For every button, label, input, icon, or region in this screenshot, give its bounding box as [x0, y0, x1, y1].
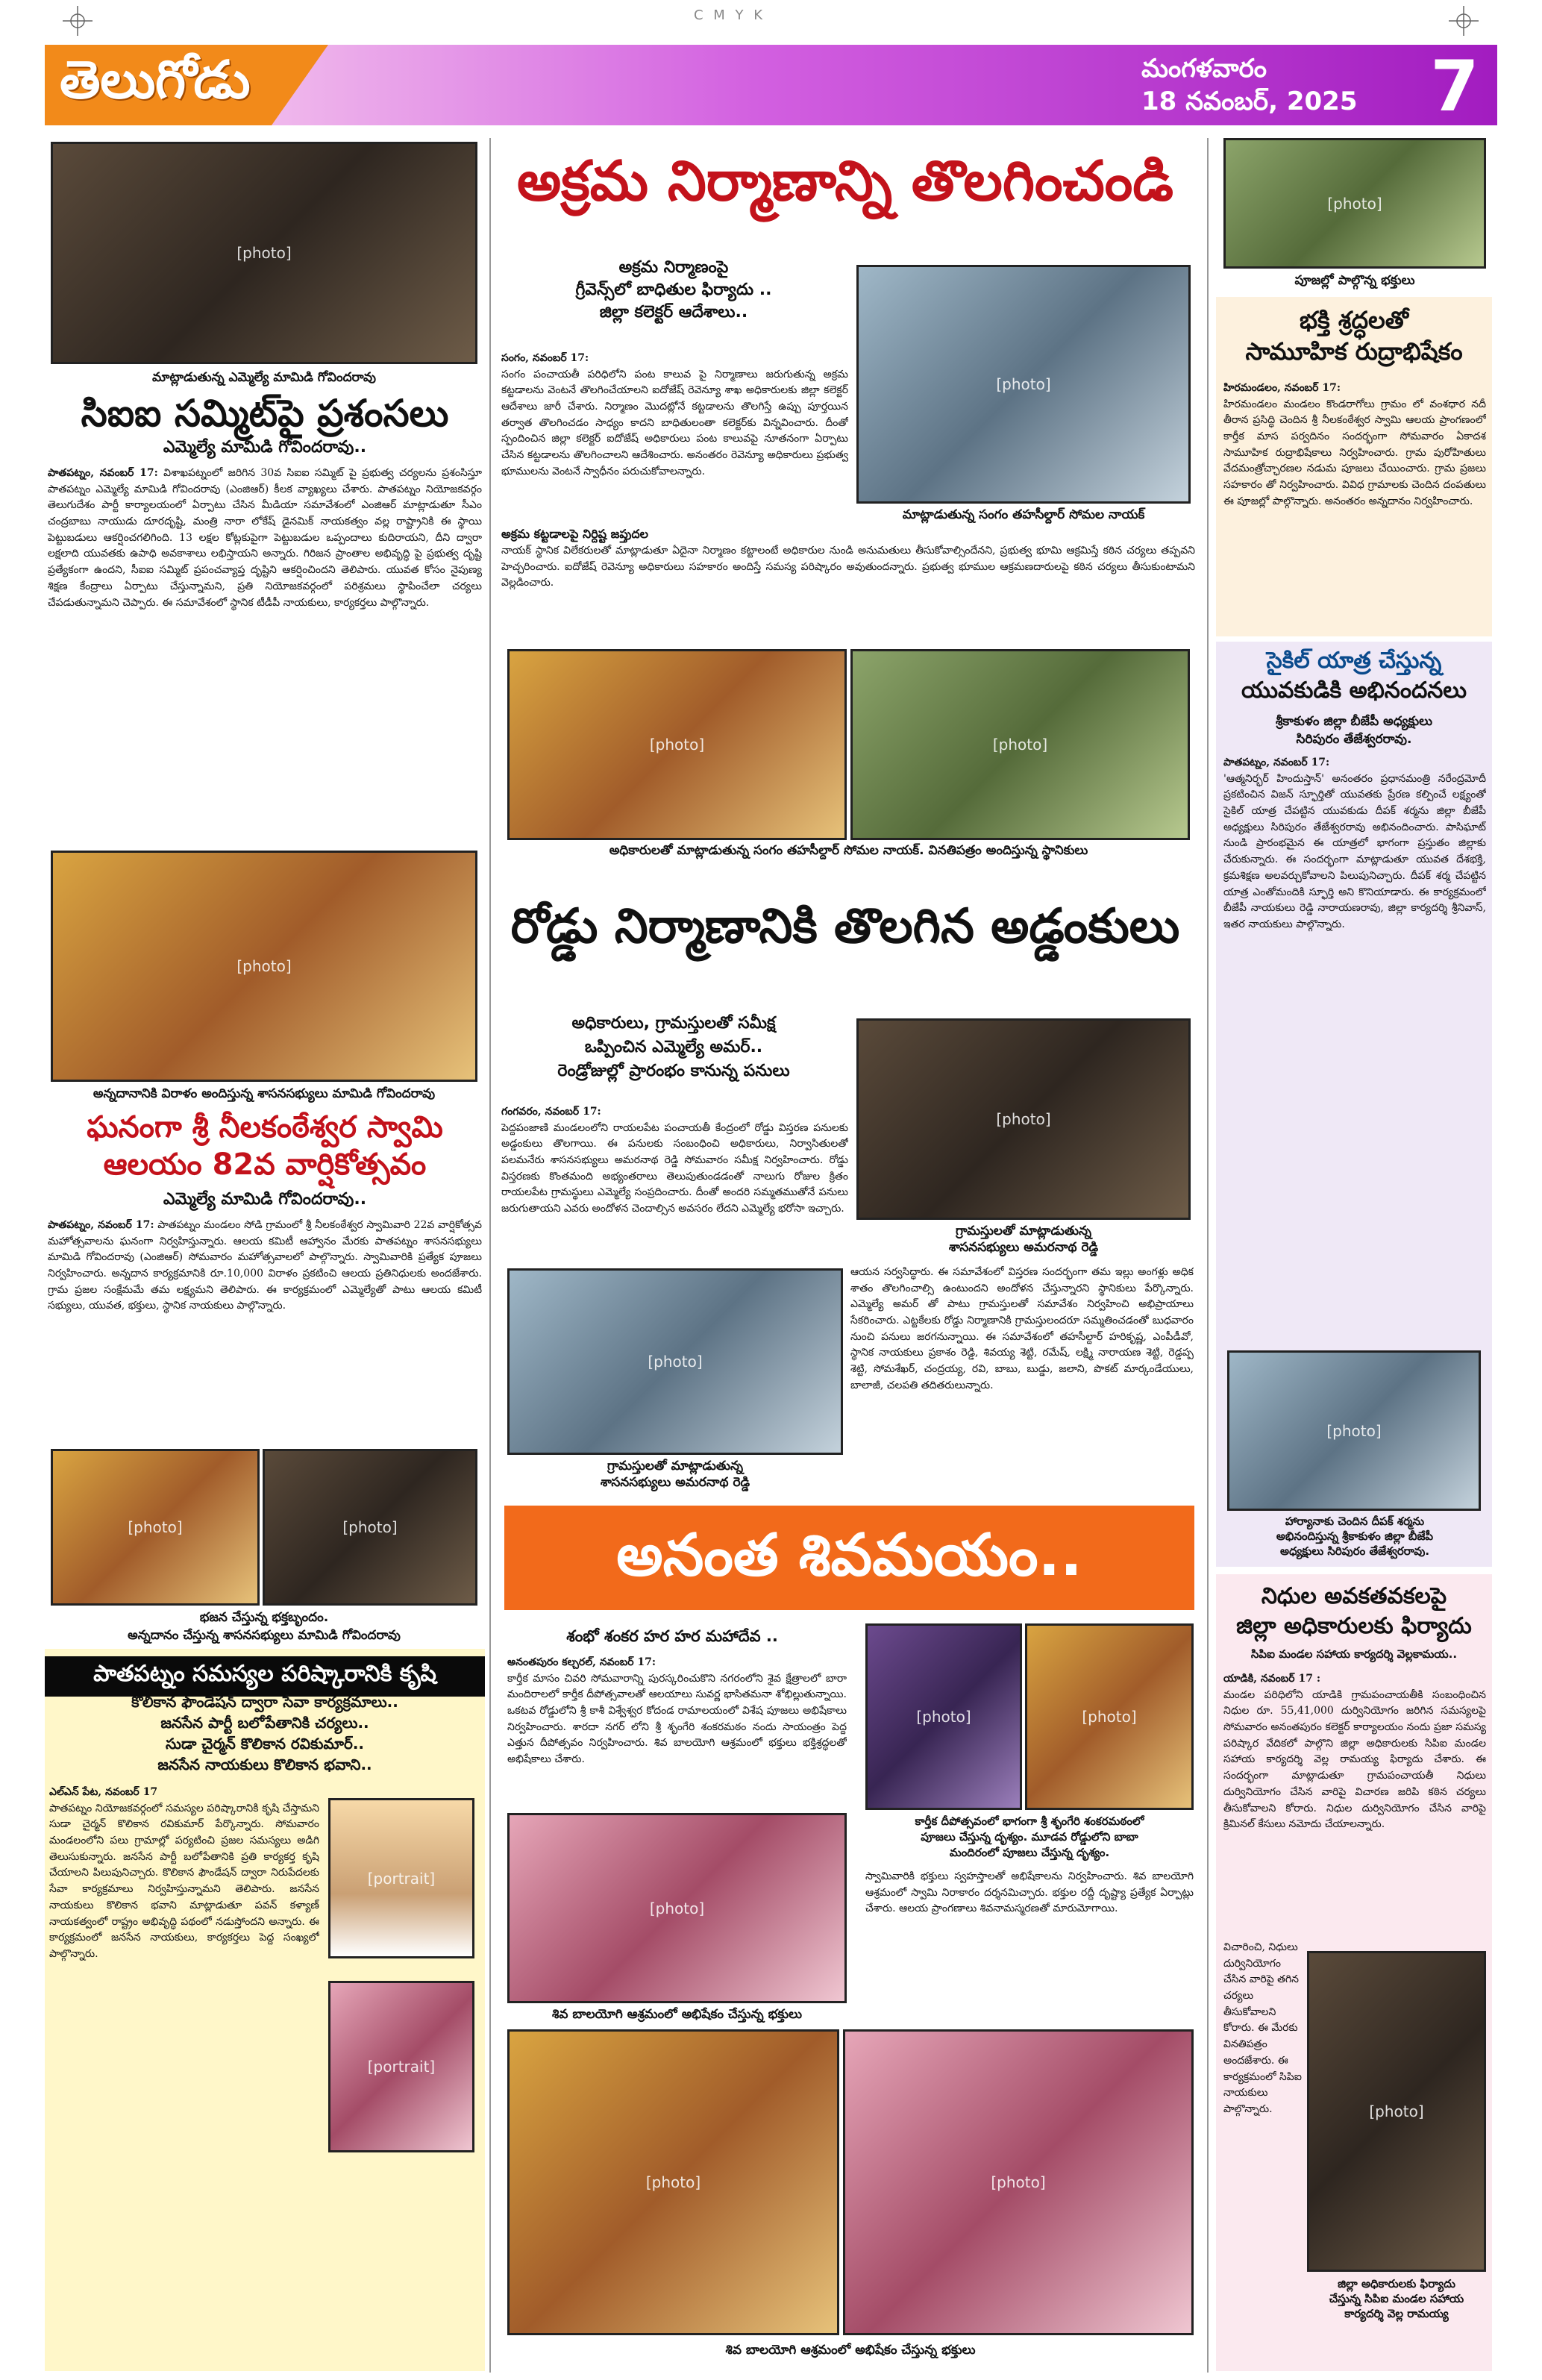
right-photo-2-caption-line1: హార్యానాకు చెందిన దీపక్ శర్మను: [1285, 1515, 1425, 1528]
left-story-3-text: పాతపట్నం నియోజకవర్గంలో సమస్యల పరిష్కారానికి కృషి చేస్తామని సుడా చైర్మన్ కొలికాన రవికుమార్ పేర్కొన్నారు. సోమవారం మండలంలోని పలు గ్రామాల్లో పర్యటించి ప్రజల సమస్యలు అడిగి తెలుసుకున్నారు. జనసేన పార్టీ బలోపేతానికి ప్రతి కార్యకర్త కృషి చేయాలని పిలుపునిచ్చారు. కొలికాన ఫౌండేషన్ ద్వారా నిరుపేదలకు సేవా కార్యక్రమాలు నిర్వహిస్తున్నామని తెలిపారు. జనసేన నాయకులు కొలికాన భవాని మాట్లాడుతూ పవన్ కళ్యాణ్ నాయకత్వంలో రాష్ట్రం అభివృద్ధి పథంలో నడుస్తోందని అన్నారు. ఈ కార్యక్రమంలో జనసేన నాయకులు, కార్యకర్తలు పెద్ద సంఖ్యలో పాల్గొన్నారు.: [49, 1802, 319, 1960]
left-photo-2-caption: అన్నదానానికి విరాళం అందిస్తున్న శాసనసభ్యులు మామిడి గోవిందరావు: [93, 1086, 436, 1101]
left-story-2-headline-line1: ఘనంగా శ్రీ నీలకంఠేశ్వర స్వామి: [87, 1110, 443, 1144]
page-number: 7: [1430, 46, 1479, 128]
right-story-1-body: [1223, 381, 1486, 633]
right-story-3-deck: సిపిఐ మండల సహాయ కార్యదర్శి వెల్లకామయ..: [1250, 1647, 1458, 1661]
center-story-1-text: సంగం పంచాయతీ పరిధిలోని పంట కాలువ పై నిర్మాణాలు జరుగుతున్న అక్రమ కట్టడాలను వెంటనే తొలగించేయాలని ఐదోజేష్ రెవెన్యూ శాఖ అధికారులకు జిల్లా కలెక్టర్ ఆదేశాలు జారీ చేశారు. నిర్మాణం మొదట్లోనే కట్టడాలను తొలగిస్తే ఉప్పు పూర్తయిన తర్వాత తొలగించడం సాధ్యం కాదని బాధితులంతా కలెక్టర్‌కు విన్నవించారు. దీంతో స్పందించిన జిల్లా కలెక్టర్ ఐదోజేష్ అధికారులు పంట కాలువపై నూతనంగా ఏర్పాటు చేసిన కట్టడాలను తొలగించాలని ఆదేశించారు. అనంతరం రెవెన్యూ అధికారులు ప్రభుత్వ భూములను వెంటనే స్వాధీనం పరుచుకోవాలన్నారు.: [501, 368, 848, 477]
left-story-1-text: విశాఖపట్నంలో జరిగిన 30వ సిఐఐ సమ్మిట్ పై ప్రభుత్వ చర్యలను ప్రశంసిస్తూ పాతపట్నం ఎమ్మెల్యే మామిడి గోవిందరావు (ఎంజిఆర్) కీలక వ్యాఖ్యలు చేశారు. పాతపట్నం నియోజకవర్గం తెలుగుదేశం పార్టీ కార్యాలయంలో ఏర్పాటు చేసిన మీడియా సమావేశంలో ఎంజిఆర్ మాట్లాడుతూ సీఎం చంద్రబాబు నాయుడు దూరదృష్టి, మంత్రి నారా లోకేష్ డైనమిక్ నాయకత్వం వల్ల రాష్ట్రానికి ఈ స్థాయి పెట్టుబడులు ఆకర్షించగలిగింది. 13 లక్షల కోట్లకుపైగా పెట్టుబడుల ఒప్పందాలు కుదిరాయని, దీని ద్వారా లక్షలాది యువతకు ఉపాధి అవకాశాలు లభిస్తాయని అన్నారు. గిరిజన ప్రాంతాల అభివృద్ధి పై ప్రభుత్వ దృష్టి ప్రత్యేకంగా ఉందని, సీఐఐ సమ్మిట్ ప్రపంచవ్యాప్త దృష్టిని ఆకర్షించిందని తెలిపారు. యువత కోసం నైపుణ్య శిక్షణ కేంద్రాలు ఏర్పాటు చేస్తున్నామని, ప్రతి నియోజకవర్గంలో పరిశ్రమలు స్థాపించేలా చర్యలు చేపడుతున్నామని చెప్పారు. ఈ సమావేశంలో స్థానిక టీడీపీ నాయకులు, కార్యకర్తలు పాల్గొన్నారు.: [48, 467, 482, 609]
section-name: తెలుగోడు: [60, 49, 251, 110]
right-story-2-headline-line1: సైకిల్ యాత్ర చేస్తున్న: [1266, 648, 1442, 674]
right-photo-2: [photo]: [1227, 1350, 1481, 1511]
left-story-1-dateline: పాతపట్నం, నవంబర్ 17:: [48, 467, 158, 479]
center-story-3-body: [507, 1655, 847, 1808]
left-portrait-man: [portrait]: [328, 1798, 474, 1958]
right-story-2-deck-line2: సిరిపురం తేజేశ్వరరావు.: [1296, 732, 1412, 747]
right-photo-1: [photo]: [1223, 138, 1486, 269]
center-story-2-deck-line1: అధికారులు, గ్రామస్తులతో సమీక్ష: [571, 1014, 776, 1033]
center-story-3-body-2: స్వామివారికి భక్తులు స్వహస్తాలతో అభిషేకాలను నిర్వహించారు. శివ బాలయోగి ఆశ్రమంలో స్వామి నిరాకారం దర్శనమిచ్చారు. భక్తుల రద్దీ దృష్ట్యా ప్రత్యేక ఏర్పాట్లు చేశారు. ఆలయ ప్రాంగణాలు శివనామస్మరణతో మారుమోగాయి.: [865, 1870, 1194, 1915]
center-story-1-subhead: అక్రమ కట్టడాలపై నిర్దిష్ట జప్తుదల: [501, 527, 648, 541]
left-portrait-woman: [portrait]: [328, 1981, 474, 2152]
center-story-1-deck-line2: గ్రీవెన్స్‌లో బాధితుల ఫిర్యాదు ..: [575, 281, 772, 299]
registration-mark-right-icon: [1449, 6, 1479, 36]
left-photo-3a: [photo]: [51, 1449, 260, 1606]
center-photo-2b: [photo]: [850, 649, 1190, 840]
left-photo-3b: [photo]: [263, 1449, 477, 1606]
center-story-2-headline: రోడ్డు నిర్మాణానికి తొలగిన అడ్డంకులు: [510, 899, 1180, 954]
right-photo-3-caption-line1: జిల్లా అధికారులకు ఫిర్యాదు: [1338, 2277, 1455, 2290]
center-story-2-dateline: గంగవరం, నవంబర్ 17:: [501, 1106, 601, 1118]
right-photo-2-caption-line2: అభినందిస్తున్న శ్రీకాకుళం జిల్లా బీజేపీ: [1276, 1529, 1434, 1543]
center-photo-3: [photo]: [856, 1018, 1191, 1220]
left-story-3-deck-line2: జనసేన పార్టీ బలోపేతానికి చర్యలు..: [160, 1714, 369, 1732]
left-story-1-body: [48, 466, 482, 846]
center-story-3-text: కార్తీక మాసం చివరి సోమవారాన్ని పురస్కరించుకొని నగరంలోని శైవ క్షేత్రాలలో బారా మందిరాలలో కార్తీక దీపోత్సవాలతో ఆలయాలు సువర్ణ భాసితమనా శోభిల్లుతున్నాయి. ఒకటవ రోడ్డులోని శ్రీ కాశీ విశ్వేశ్వర కోదండ రామాలయంలో విశేష పూజలు అభిషేకాలు నిర్వహించారు. శారదా నగర్ లోని శ్రీ శృంగేరి శంకరమఠం నందు సాయంత్రం పెద్ద ఎత్తున దీపోత్సవం నిర్వహించారు. శివ బాలయోగి ఆశ్రమంలో భక్తులు భక్తిశ్రద్ధలతో అభిషేకాలు చేశారు.: [507, 1672, 847, 1766]
center-story-1-body-2: నాయక్ స్థానిక విలేకరులతో మాట్లాడుతూ ఏదైనా నిర్మాణం కట్టాలంటే అధికారుల నుండి అనుమతులు తీసుకోవాల్సిందేనని, ప్రభుత్వ భూమి ఆక్రమిస్తే కఠిన చర్యలు తప్పవని హెచ్చరించారు. ఐదోజేష్ రెవెన్యూ అధికారులు సహకారం అందిస్తే సమస్య పరిష్కారం అవుతుందన్నారు. ప్రభుత్వ భూముల ఆక్రమణదారులపై కఠిన చర్యలు తీసుకుంటామని వెల్లడించారు.: [501, 545, 1195, 589]
center-story-1-deck-line1: అక్రమ నిర్మాణంపై: [618, 258, 729, 277]
center-story-3-dateline: అనంతపురం కల్చరల్, నవంబర్ 17:: [507, 1656, 656, 1668]
center-story-1-headline: అక్రమ నిర్మాణాన్ని తొలగించండి: [516, 149, 1174, 213]
right-story-2-headline-line2: యువకుడికి అభినందనలు: [1241, 677, 1467, 704]
left-story-3-deck-line1: కొలికాన ఫౌండేషన్ ద్వారా సేవా కార్యక్రమాలు..: [131, 1693, 398, 1711]
center-photo-7-caption: శివ బాలయోగి ఆశ్రమంలో అభిషేకం చేస్తున్న భక్తులు: [725, 2343, 976, 2358]
right-photo-3-caption-line3: కార్యదర్శి వెల్ల రామయ్య: [1344, 2307, 1449, 2320]
left-story-1-headline: సిఐఐ సమ్మిట్‌పై ప్రశంసలు: [81, 392, 449, 435]
center-photo-7b: [photo]: [843, 2029, 1194, 2335]
center-story-3-headline: అనంత శివమయం..: [616, 1522, 1082, 1589]
column-rule-right: [1207, 138, 1209, 2373]
center-photo-5-caption-line2: పూజలు చేస్తున్న దృశ్యం. మూడవ రోడ్డులోని బాబా: [921, 1830, 1138, 1844]
left-photo-3-caption-line2: అన్నదానం చేస్తున్న శాసనసభ్యులు మామిడి గోవిందరావు: [128, 1628, 401, 1643]
center-story-2-text: పెద్దపంజాణి మండలంలోని రాయలపేట పంచాయతీ కేంద్రంలో రోడ్డు విస్తరణ పనులకు అడ్డంకులు తొలగాయి. ఈ పనులకు సంబంధించి అధికారులు, నిర్వాసితులతో పలమనేరు శాసనసభ్యులు అమరనాథ రెడ్డి సోమవారం సమీక్ష నిర్వహించారు. రోడ్డు విస్తరణకు కొంతమంది అభ్యంతరాలు తెలుపుతుండడంతో నాలుగు రోజుల క్రితం రాయలపేట గ్రామస్థులు ఎమ్మెల్యే సంప్రదించారు. దీంతో అందరి సమ్మతముతోనే పనులు జరుగుతాయని ఎవరు అందోళన చెందాల్సిన అవసరం లేదని ఎమ్మెల్యే భరోసా ఇచ్చారు.: [501, 1121, 848, 1215]
right-photo-2-caption-line3: అధ్యక్షులు సిరిపురం తేజేశ్వరరావు.: [1279, 1544, 1430, 1558]
center-photo-1-caption: మాట్లాడుతున్న సంగం తహసీల్దార్ సోమల నాయక్: [902, 507, 1145, 522]
center-photo-4: [photo]: [507, 1268, 843, 1455]
cmyk-color-bar: C M Y K: [694, 7, 766, 23]
column-rule-left: [489, 138, 491, 2373]
center-story-2-deck-line3: రెండ్రోజుల్లో ప్రారంభం కానున్న పనులు: [557, 1062, 790, 1080]
center-story-2-deck-line2: ఒప్పించిన ఎమ్మెల్యే అమర్..: [584, 1038, 763, 1056]
left-story-2-byline: ఎమ్మెల్యే మామిడి గోవిందరావు..: [163, 1190, 367, 1209]
left-photo-2: [photo]: [51, 851, 477, 1082]
center-story-1-dateline: సంగం, నవంబర్ 17:: [501, 352, 589, 364]
left-photo-1: [photo]: [51, 142, 477, 364]
center-photo-2a: [photo]: [507, 649, 847, 840]
right-photo-3: [photo]: [1307, 1951, 1486, 2272]
center-photo-1: [photo]: [856, 265, 1191, 504]
center-story-1-deck-line3: జిల్లా కలెక్టర్ ఆదేశాలు..: [599, 303, 748, 322]
left-photo-3-caption-line1: భజన చేస్తున్న భక్తబృందం.: [199, 1610, 329, 1625]
center-photo-3-caption-line2: శాసనసభ్యులు అమరనాథ రెడ్డి: [948, 1240, 1099, 1255]
left-story-3-deck-line3: సుడా చైర్మన్ కొలికాన రవికుమార్..: [165, 1735, 365, 1753]
center-story-2-body: [501, 1104, 848, 1265]
left-story-2-dateline: పాతపట్నం, నవంబర్ 17:: [48, 1219, 154, 1231]
right-photo-3-caption-line2: చేస్తున్న సిపిఐ మండల సహాయ: [1329, 2292, 1464, 2305]
center-photo-3-caption-line1: గ్రామస్తులతో మాట్లాడుతున్న: [955, 1224, 1092, 1238]
left-story-3-body: [49, 1785, 319, 2367]
left-story-2-body: [48, 1218, 482, 1441]
right-story-3-text: మండల పరిధిలోని యాడికి గ్రామపంచాయతీకి సంబంధించిన నిధుల రూ. 55,41,000 దుర్వినియోగం జరిగిన సమస్యలపై సోమవారం అనంతపురం కలెక్టర్ కార్యాలయం నందు ప్రజా సమస్య పరిష్కార వేదికలో పాల్గొని జిల్లా అధికారులకు సిపిఐ మండల సహాయ కార్యదర్శి వెల్ల రామయ్య ఫిర్యాదు చేశారు. ఈ సందర్భంగా మాట్లాడుతూ గ్రామపంచాయతీ నిధులు దుర్వినియోగం చేసిన వారిపై విచారణ జరిపి కఠిన చర్యలు తీసుకోవాలని కోరారు. నిధుల దుర్వినియోగం చేసిన వారిపై క్రిమినల్ కేసులు నమోదు చేయాలన్నారు.: [1223, 1688, 1486, 1831]
center-photo-5a: [photo]: [865, 1623, 1022, 1810]
center-photo-5b: [photo]: [1025, 1623, 1194, 1810]
center-story-3-deck: శంభో శంకర హర హర మహాదేవ ..: [566, 1627, 778, 1645]
center-photo-5-caption-line1: కార్తీక దీపోత్సవంలో భాగంగా శ్రీ శృంగేరి శంకరమఠంలో: [915, 1814, 1144, 1828]
center-photo-2-caption: అధికారులతో మాట్లాడుతున్న సంగం తహసీల్దార్ సోమల నాయక్. వినతిపత్రం అందిస్తున్న స్థానికులు: [609, 843, 1088, 858]
left-story-3-dateline: ఎల్ఎన్ పేట, నవంబర్ 17: [49, 1786, 158, 1798]
left-story-2-headline-line2: ఆలయం 82వ వార్షికోత్సవం: [103, 1147, 427, 1182]
left-photo-1-caption: మాట్లాడుతున్న ఎమ్మెల్యే మామిడి గోవిందరావు: [152, 370, 376, 385]
right-story-2-text: 'ఆత్మనిర్భర్ హిందుస్తాన్' అనంతరం ప్రధానమంత్రి నరేంద్రమోదీ ప్రకటించిన విజన్ స్ఫూర్తితో యువతకు ప్రేరణ కల్పించే లక్ష్యంతో సైకిల్ యాత్ర చేపట్టిన యువకుడు దీపక్ శర్మను జిల్లా బీజేపీ అధ్యక్షులు సిరిపురం తేజేశ్వరరావు అభినందించారు. పాసిఘాట్ నుండి ప్రారంభమైన ఈ యాత్రలో భాగంగా ప్రస్తుతం జిల్లాకు చేరుకున్నారు. ఈ సందర్భంగా మాట్లాడుతూ యువత దేశభక్తి, క్రమశిక్షణ అలవర్చుకోవాలని పిలుపునిచ్చారు. దీపక్ శర్మ చేపట్టిన యాత్ర ఎంతోమందికి స్ఫూర్తి అని కొనియాడారు. ఈ కార్యక్రమంలో బీజేపీ నాయకులు రెడ్డి నారాయణరావు, జిల్లా కార్యదర్శి శ్రీనివాస్, ఇతర నాయకులు పాల్గొన్నారు.: [1223, 772, 1486, 930]
center-story-1-body: [501, 351, 848, 522]
center-photo-6: [photo]: [507, 1813, 847, 2003]
masthead: [45, 45, 1497, 128]
center-photo-7a: [photo]: [507, 2029, 839, 2335]
masthead-weekday: మంగళవారం: [1141, 54, 1267, 84]
center-photo-5-caption-line3: మందిరంలో పూజలు చేస్తున్న దృశ్యం.: [949, 1846, 1110, 1859]
right-story-3-dateline: యాడికి, నవంబర్ 17 :: [1223, 1673, 1320, 1685]
right-story-2-dateline: పాతపట్నం, నవంబర్ 17:: [1223, 757, 1330, 768]
right-story-1-headline-line1: భక్తి శ్రద్ధలతో: [1300, 306, 1408, 334]
left-story-3-headline: పాతపట్నం సమస్యల పరిష్కారానికి కృషి: [45, 1656, 485, 1697]
right-story-1-dateline: హిరమండలం, నవంబర్ 17:: [1223, 382, 1341, 394]
right-story-2-body: [1223, 755, 1486, 1344]
right-story-1-text: హిరమండలం మండలం కొండరాగోలు గ్రామం లో వంశధార నదీ తీరాన ప్రసిద్ధి చెందిన శ్రీ నీలకంఠేశ్వర స్వామి ఆలయ ప్రాంగణంలో కార్తీక మాస పర్వదినం సందర్భంగా సోమవారం ఏకాదశ సామూహిక రుద్రాభిషేకాలు నిర్వహించారు. గ్రామ పురోహితులు వేదమంత్రోచ్ఛారణల నడుమ పూజలు చేయించారు. గ్రామ ప్రజలు సహకారం తో నిర్వహించారు. వివిధ గ్రామాలకు చెందిన దంపతులు ఈ పూజల్లో పాల్గొన్నారు. అనంతరం అన్నదానం నిర్వహించారు.: [1223, 398, 1486, 507]
right-story-2-deck-line1: శ్రీకాకుళం జిల్లా బీజేపీ అధ్యక్షులు: [1275, 714, 1433, 729]
center-photo-4-caption-line1: గ్రామస్తులతో మాట్లాడుతున్న: [607, 1459, 744, 1474]
right-story-3-body: [1223, 1671, 1486, 1934]
center-story-2-body-2: ఆయన సర్వసిద్ధారు. ఈ సమావేశంలో విస్తరణ సందర్భంగా తమ ఇల్లు అంగళ్లు అధిక శాతం తొలగించాల్సి ఉంటుందని అందోళన చేస్తున్నారని స్థానికులు పేర్కొన్నారు. ఎమ్మెల్యే అమర్ తో పాటు గ్రామస్తులతో సమావేశం నిర్వహించి అభిప్రాయాలు సేకరించారు. ఎట్టకేలకు రోడ్డు నిర్మాణానికి గ్రామస్తులందరూ సమ్మతించడంతో బుధవారం నుంచి పనులు జరగనున్నాయి. ఈ సమావేశంలో తహసీల్దార్ హరికృష్ణ, ఎంపీడీవో, స్థానిక నాయకులు ప్రకాశం రెడ్డి, శివయ్య శెట్టి, రమేష్, లక్ష్మి నారాయణ శెట్టి, రెడ్డప్ప శెట్టి, సోమశేఖర్, చంద్రయ్య, రవి, బాబు, బుడ్డు, జలాని, పొకట్ మార్కండేయులు, బాలాజీ, చలపతి తదితరులున్నారు.: [850, 1266, 1194, 1391]
masthead-date: 18 నవంబర్, 2025: [1141, 87, 1358, 116]
right-photo-1-caption: పూజల్లో పాల్గొన్న భక్తులు: [1294, 273, 1415, 288]
left-story-2-text: పాతపట్నం మండలం సోడి గ్రామంలో శ్రీ నీలకంఠేశ్వర స్వామివారి 22వ వార్షికోత్సవ మహోత్సవాలను ఘనంగా నిర్వహిస్తున్నారు. ఆలయ కమిటీ ఆహ్వానం మేరకు పాతపట్నం శాసనసభ్యులు మామిడి గోవిందరావు (ఎంజిఆర్) సోమవారం మహోత్సవాలలో పాల్గొన్నారు. స్వామివారికి ప్రత్యేక పూజలు నిర్వహించారు. అన్నదాన కార్యక్రమానికి రూ.10,000 విరాళం ప్రకటించి ఆలయ ప్రతినిధులకు అందజేశారు. గ్రామ ప్రజల సంక్షేమమే తమ లక్ష్యమని తెలిపారు. ఈ కార్యక్రమంలో ఎమ్మెల్యేతో పాటు ఆలయ కమిటీ సభ్యులు, యువత, భక్తులు, స్థానిక నాయకులు పాల్గొన్నారు.: [48, 1219, 482, 1312]
left-story-3-deck-line4: జనసేన నాయకులు కొలికాన భవాని..: [157, 1756, 372, 1773]
center-photo-4-caption-line2: శాసనసభ్యులు అమరనాథ రెడ్డి: [600, 1475, 750, 1490]
left-story-1-byline: ఎమ్మెల్యే మామిడి గోవిందరావు..: [163, 438, 367, 457]
right-story-1-headline-line2: సామూహిక రుద్రాభిషేకం: [1245, 337, 1463, 366]
right-story-3-headline-line2: జిల్లా అధికారులకు ఫిర్యాదు: [1236, 1613, 1472, 1639]
center-photo-6-caption: శివ బాలయోగి ఆశ్రమంలో అభిషేకం చేస్తున్న భక్తులు: [551, 2007, 803, 2022]
right-story-3-body-narrow: విచారించి, నిధులు దుర్వినియోగం చేసిన వారిపై తగిన చర్యలు తీసుకోవాలని కోరారు. ఈ మేరకు వినతిపత్రం అందజేశారు. ఈ కార్యక్రమంలో సిపిఐ నాయకులు పాల్గొన్నారు.: [1223, 1941, 1302, 2115]
registration-mark-left-icon: [63, 6, 93, 36]
right-story-3-headline-line1: నిధుల అవకతవకలపై: [1261, 1583, 1447, 1609]
